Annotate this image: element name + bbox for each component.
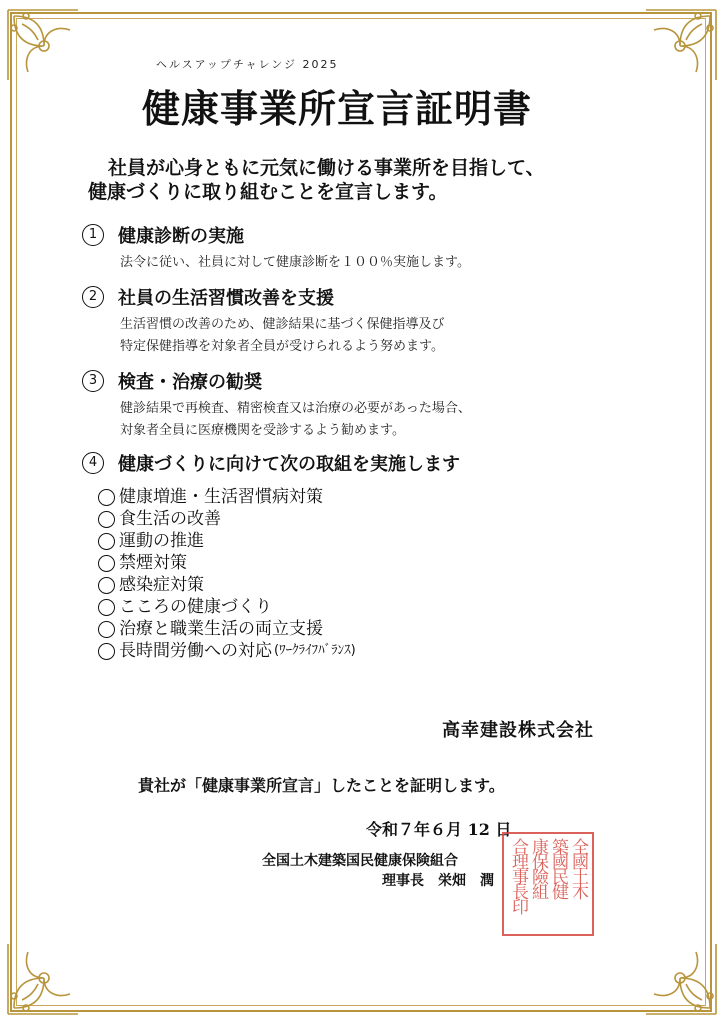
measure-label: こころの健康づくり: [119, 597, 272, 617]
corner-ornament-icon: [642, 6, 720, 84]
corner-ornament-icon: [642, 940, 720, 1018]
item-body-line: 対象者全員に医療機関を受診するよう勧めます。: [120, 423, 405, 438]
list-item: [98, 530, 356, 552]
item-heading: 検査・治療の勧奨: [118, 372, 262, 393]
circle-bullet-icon: [98, 555, 115, 572]
item-number: 4: [82, 452, 104, 474]
item-heading: 社員の生活習慣改善を支援: [118, 288, 334, 309]
issuer-signatory: [382, 870, 508, 890]
measure-label: 禁煙対策: [119, 553, 187, 573]
certification-statement: 貴社が「健康事業所宣言」したことを証明します。: [138, 776, 505, 795]
issuer-person: 栄畑 潤: [438, 873, 494, 889]
list-item: [98, 486, 356, 508]
item-body-line: 特定保健指導を対象者全員が受けられるよう努めます。: [120, 339, 444, 354]
program-subtitle: ヘルスアップチャレンジ 2025: [156, 58, 339, 71]
circle-bullet-icon: [98, 489, 115, 506]
circle-bullet-icon: [98, 599, 115, 616]
list-item: [98, 552, 356, 574]
list-item: [98, 618, 356, 640]
measure-note: (ﾜｰｸﾗｲﾌﾊﾞﾗﾝｽ): [274, 643, 356, 658]
corner-ornament-icon: [4, 940, 82, 1018]
company-name: 高幸建設株式会社: [442, 720, 594, 741]
item-body-line: 法令に従い、社員に対して健康診断を１００％実施します。: [120, 255, 470, 270]
measure-label: 運動の推進: [119, 531, 204, 551]
intro-line-2: 健康づくりに取り組むことを宣言します。: [88, 181, 448, 203]
page-title: 健康事業所宣言証明書: [142, 86, 533, 131]
declaration-item-4: [82, 450, 672, 476]
issuer-title: 理事長: [382, 873, 424, 889]
measure-label: 健康増進・生活習慣病対策: [119, 487, 323, 507]
circle-bullet-icon: [98, 621, 115, 638]
measure-label: 食生活の改善: [119, 509, 221, 529]
list-item: [98, 596, 356, 618]
seal-text: 築國民健: [548, 838, 568, 898]
circle-bullet-icon: [98, 511, 115, 528]
item-body-line: 生活習慣の改善のため、健診結果に基づく保健指導及び: [120, 317, 445, 332]
circle-bullet-icon: [98, 577, 115, 594]
item-number: 3: [82, 370, 104, 392]
item-body-line: 健診結果で再検査、精密検査又は治療の必要があった場合、: [120, 401, 471, 416]
seal-text: 全國土木: [568, 838, 588, 898]
declaration-item-3: [82, 368, 672, 442]
intro-line-1: 社員が心身ともに元気に働ける事業所を目指して、: [108, 157, 545, 179]
measure-list: [98, 486, 356, 662]
intro-statement: [88, 156, 668, 204]
measure-label: 治療と職業生活の両立支援: [119, 619, 323, 639]
list-item: [98, 508, 356, 530]
corner-ornament-icon: [4, 6, 82, 84]
item-number: 2: [82, 286, 104, 308]
item-number: 1: [82, 224, 104, 246]
circle-bullet-icon: [98, 643, 115, 660]
item-heading: 健康診断の実施: [118, 226, 244, 247]
declaration-item-2: [82, 284, 672, 358]
issuer-organization: 全国土木建築国民健康保険組合: [262, 853, 458, 869]
circle-bullet-icon: [98, 533, 115, 550]
measure-label: 長時間労働への対応: [119, 641, 272, 661]
measure-label: 感染症対策: [119, 575, 204, 595]
item-heading: 健康づくりに向けて次の取組を実施します: [118, 454, 460, 475]
seal-text: 合理事長印: [508, 838, 528, 913]
list-item: [98, 574, 356, 596]
seal-text: 康保險組: [528, 838, 548, 898]
issue-date: 令和７年６月 12 日: [366, 820, 512, 839]
official-seal-stamp: [502, 832, 594, 936]
list-item: [98, 640, 356, 662]
declaration-item-1: [82, 222, 672, 274]
